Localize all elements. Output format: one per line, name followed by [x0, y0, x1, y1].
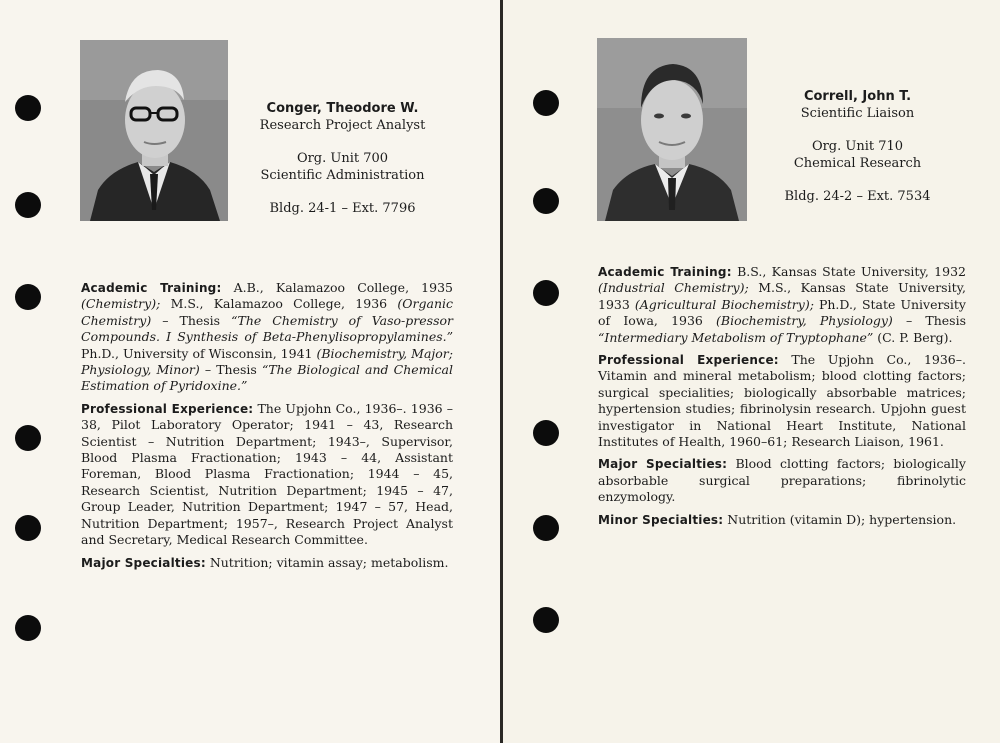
binder-hole — [15, 192, 41, 218]
department: Scientific Administration — [260, 168, 425, 183]
section-label: Academic Training: — [81, 281, 222, 295]
binder-hole — [533, 515, 559, 541]
major-specialties: Major Specialties: Nutrition; vitamin assay; metabolism. — [81, 554, 449, 570]
org-unit: Org. Unit 710 — [811, 139, 904, 154]
binder-hole — [533, 420, 559, 446]
section-label: Major Specialties: — [598, 457, 728, 472]
binder-hole — [15, 95, 41, 121]
binder-hole — [533, 280, 559, 306]
job-title: Research Project Analyst — [259, 118, 426, 133]
binder-hole — [533, 607, 559, 633]
identity-block — [755, 88, 960, 205]
binder-hole — [15, 515, 41, 541]
job-title: Scientific Liaison — [800, 106, 915, 121]
building-extension: Bldg. 24-1 – Ext. 7796 — [269, 201, 416, 216]
section-label: Professional Experience: — [598, 353, 779, 368]
department: Chemical Research — [793, 156, 922, 171]
org-unit: Org. Unit 700 — [296, 151, 389, 166]
binder-hole — [533, 188, 559, 214]
biography — [598, 264, 966, 534]
identity-block — [240, 100, 445, 217]
person-name: Correll, John T. — [803, 89, 912, 104]
portrait-photo-conger — [80, 40, 228, 221]
binder-hole — [15, 284, 41, 310]
building-extension: Bldg. 24-2 – Ext. 7534 — [784, 189, 931, 204]
minor-specialties: Minor Specialties: Nutrition (vitamin D); hypertension. — [598, 511, 957, 527]
professional-experience: Professional Experience: The Upjohn Co., 1936–. Vitamin and mineral metabolism; blood clotting factors; surgical specialities; biologically absorbable matrices; hypertension studies; fibrinolysin research. Upjohn guest investigator in National Heart Institute, National Institutes of Health, 1960–61; Research Liaison, 1961. — [598, 352, 966, 450]
portrait-photo-correll — [597, 38, 747, 221]
binder-hole — [15, 615, 41, 641]
section-label: Academic Training: — [598, 265, 732, 279]
major-specialties: Major Specialties: Blood clotting factors; biologically absorbable surgical preparations; fibrinolytic enzymology. — [598, 456, 966, 505]
section-label: Major Specialties: — [81, 555, 206, 570]
professional-experience: Professional Experience: The Upjohn Co., 1936–. 1936 – 38, Pilot Laboratory Operator; 1941 – 43, Research Scientist – Nutrition Department; 1943–, Supervisor, Blood Plasma Fractionation; 1943 – 44, Assistant Foreman, Blood Plasma Fractionation; 1944 – 45, Research Scientist, Nutrition Department; 1945 – 47, Group Leader, Nutrition Department; 1947 – 57, Head, Nutrition Department; 1957–, Research Project Analyst and Secretary, Medical Research Committee. — [81, 400, 454, 548]
right-page — [503, 0, 1000, 743]
academic-training: Academic Training: A.B., Kalamazoo College, 1935 (Chemistry); M.S., Kalamazoo College, 1936 (Organic Chemistry) – Thesis “The Chemistry of Vaso-pressor Compounds. I Synthesis of Beta-Phenylisopropylamines.” Ph.D., University of Wisconsin, 1941 (Biochemistry, Major; Physiology, Minor) – Thesis “The Biological and Chemical Estimation of Pyridoxine.” — [81, 280, 453, 394]
binder-hole — [533, 90, 559, 116]
binder-hole — [15, 425, 41, 451]
biography — [81, 280, 453, 577]
person-name: Conger, Theodore W. — [266, 101, 419, 116]
section-label: Minor Specialties: — [598, 512, 724, 527]
academic-training: Academic Training: B.S., Kansas State University, 1932 (Industrial Chemistry); M.S., Kansas State University, 1933 (Agricultural Biochemistry); Ph.D., State University of Iowa, 1936 (Biochemistry, Physiology) – Thesis “Intermediary Metabolism of Tryptophane” (C. P. Berg). — [598, 264, 966, 345]
section-label: Professional Experience: — [81, 401, 254, 416]
